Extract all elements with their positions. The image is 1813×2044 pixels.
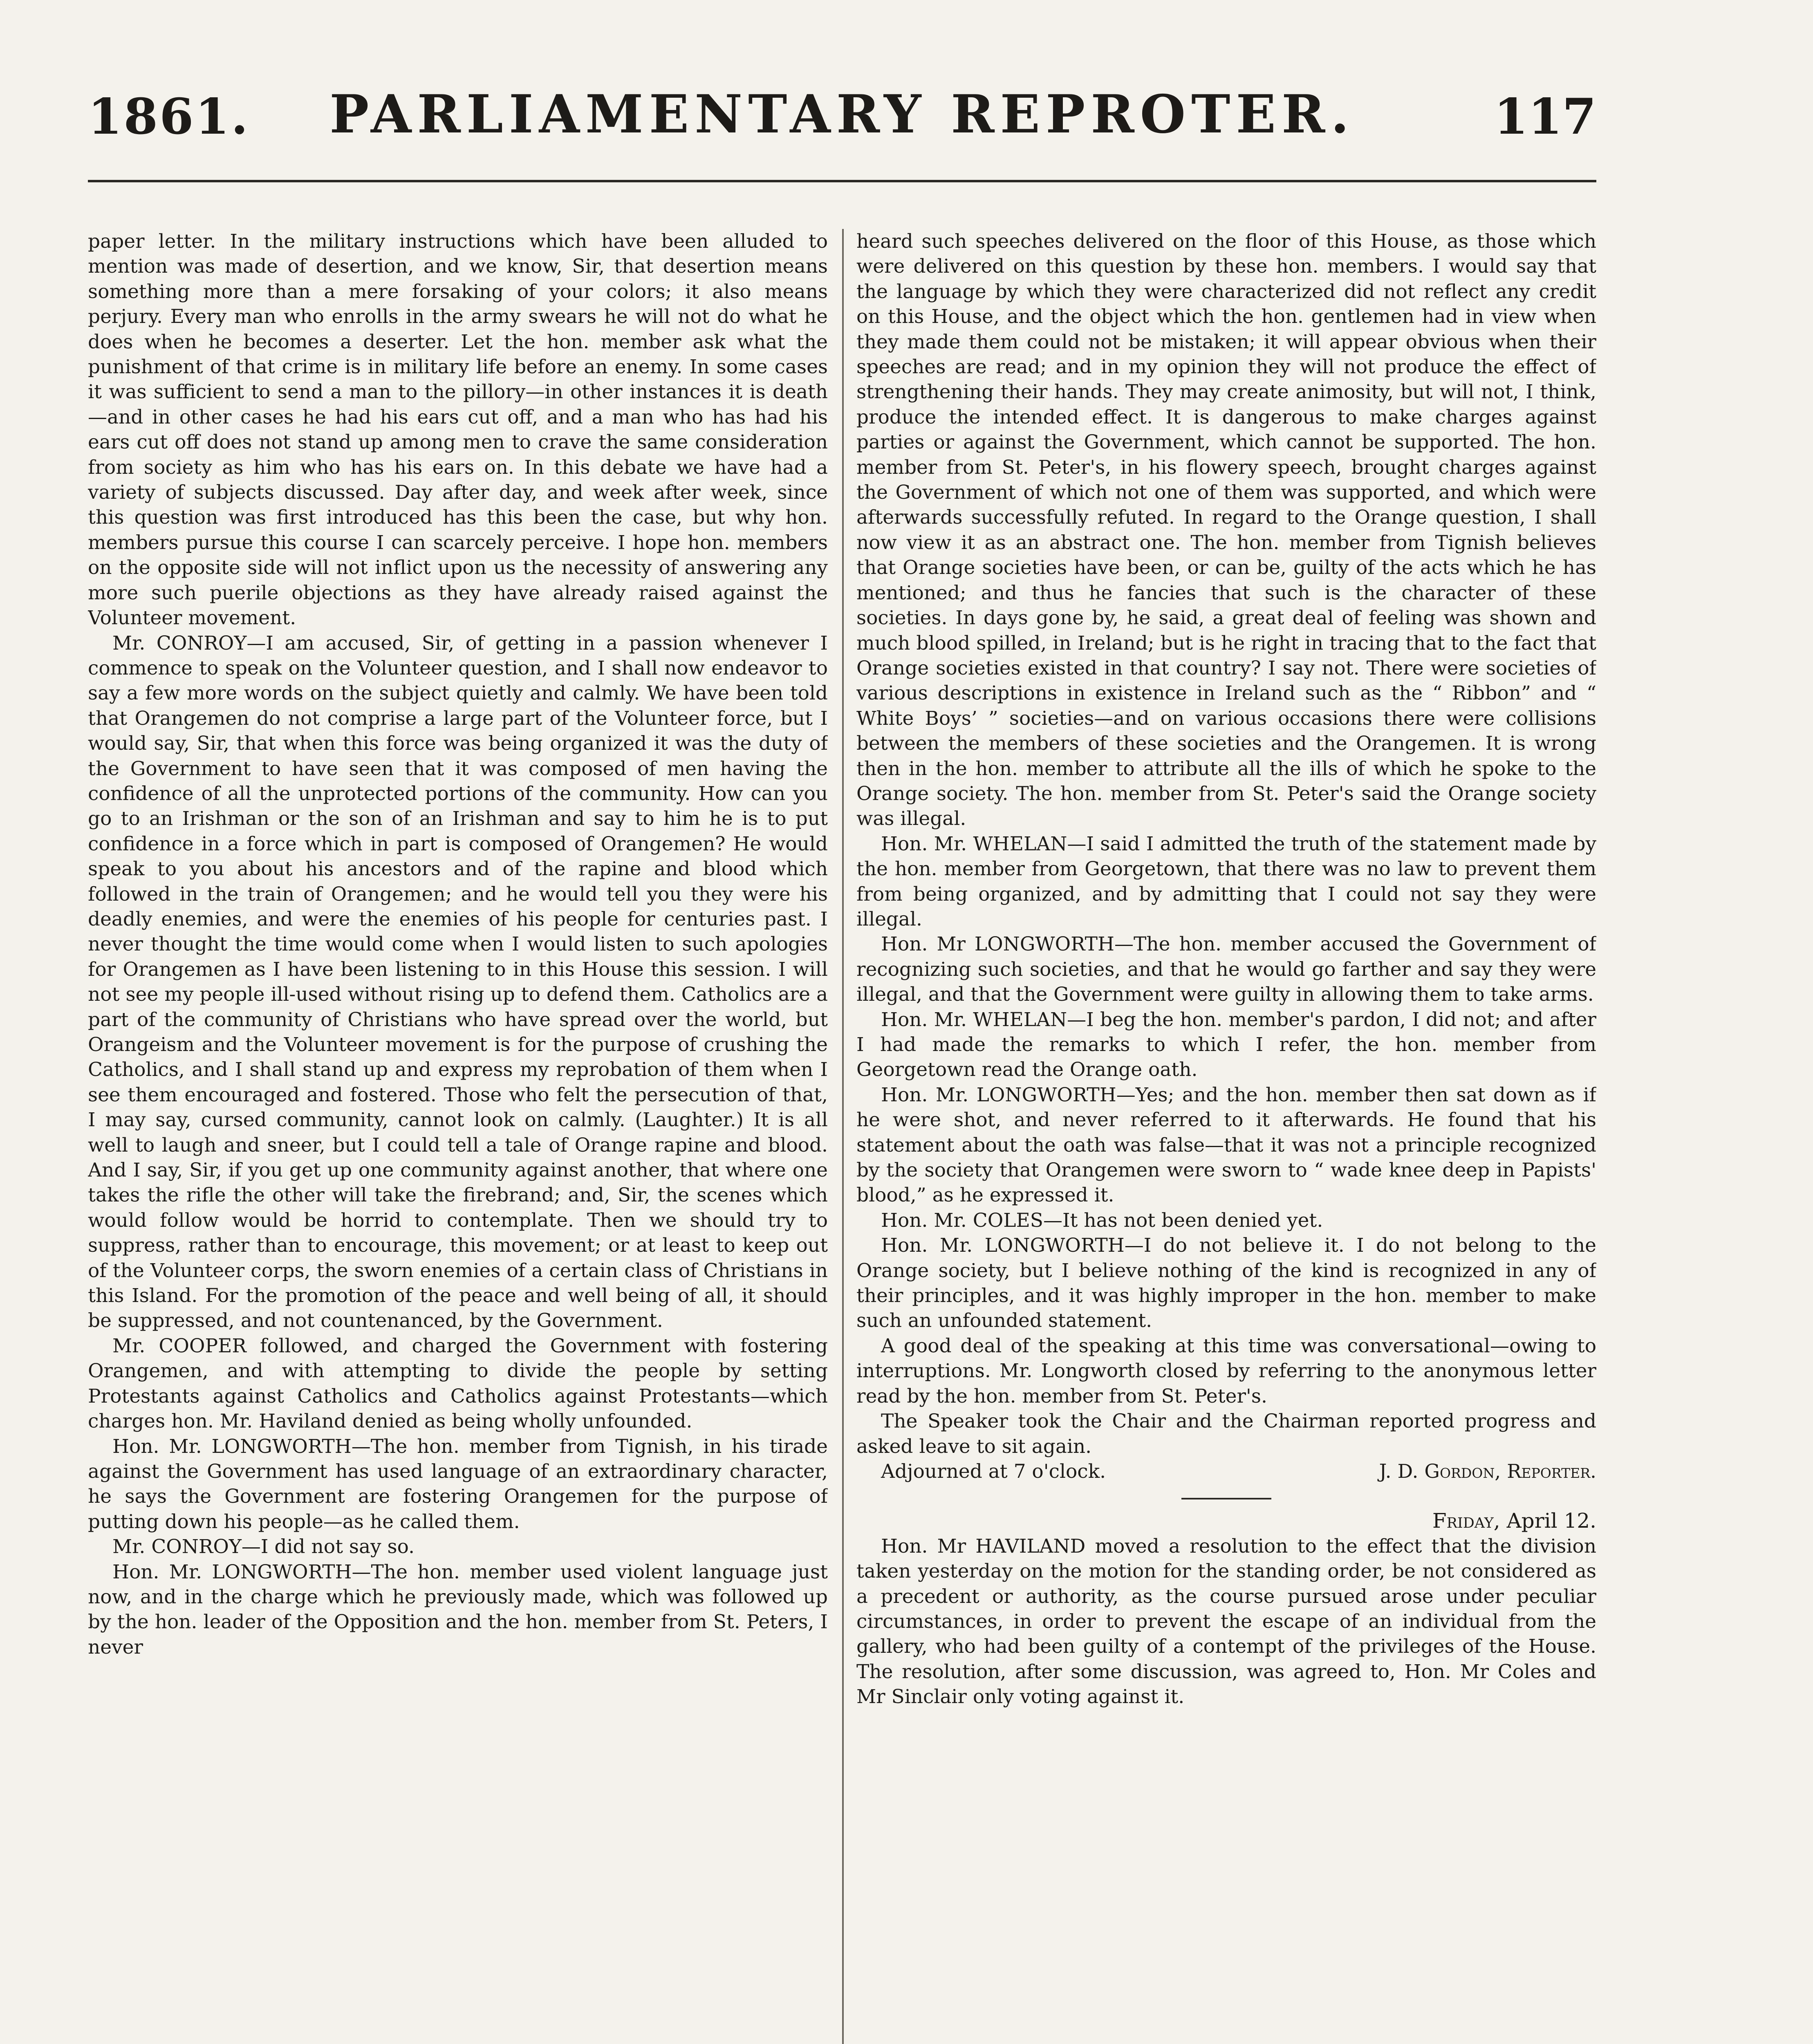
- paragraph: Hon. Mr. WHELAN—I beg the hon. member's pardon, I did not; and after I had made the remarks to which I refer, the hon. member from Georgetown read the Orange oath.: [856, 1008, 1596, 1081]
- right-column: [856, 229, 1596, 2044]
- page-header: [88, 80, 1596, 145]
- adjourned-line: [856, 1459, 1596, 1484]
- paragraph: Mr. CONROY—I am accused, Sir, of getting in a passion whenever I commence to speak on the Volunteer question, and I shall now endeavor to say a few more words on the subject quietly and calmly. We have been told that Orangemen do not comprise a large part of the Volunteer force, but I would say, Sir, that when this force was being organized it was the duty of the Government to have seen that it was composed of men having the confidence of all the unprotected portions of the community. How can you go to an Irishman or the son of an Irishman and say to him he is to put confidence in a force which in part is composed of Orangemen? He would speak to you about his ancestors and of the rapine and blood which followed in the train of Orangemen; and he would tell you they were his deadly enemies, and were the enemies of his people for centuries past. I never thought the time would come when I would listen to such apologies for Orangemen as I have been listening to in this House this session. I will not see my people ill-used without rising up to defend them. Catholics are a part of the community of Christians who have spread over the world, but Orangeism and the Volunteer movement is for the purpose of crushing the Catholics, and I shall stand up and express my reprobation of them when I see them encouraged and fostered. Those who felt the persecution of that, I may say, cursed community, cannot look on calmly. (Laughter.) It is all well to laugh and sneer, but I could tell a tale of Orange rapine and blood. And I say, Sir, if you get up one community against another, that where one takes the rifle the other will take the firebrand; and, Sir, the scenes which would follow would be horrid to contemplate. Then we should try to suppress, rather than to encourage, this movement; or at least to keep out of the Volunteer corps, the sworn enemies of a certain class of Christians in this Island. For the promotion of the peace and well being of all, it should be suppressed, and not countenanced, by the Government.: [88, 632, 828, 1332]
- paragraph: Mr. CONROY—I did not say so.: [112, 1535, 415, 1558]
- paragraph: Hon. Mr LONGWORTH—The hon. member accused the Government of recognizing such societies, and that he would go farther and say they were illegal, and that the Government were guilty in allowing them to take arms.: [856, 933, 1596, 1006]
- paragraph: Hon. Mr. LONGWORTH—The hon. member used violent language just now, and in the charge which he previously made, which was followed up by the hon. leader of the Opposition and the hon. member from St. Peters, I never: [88, 1560, 828, 1659]
- adjourned-text: Adjourned at 7 o'clock.: [881, 1460, 1106, 1483]
- paragraph: Hon. Mr. LONGWORTH—Yes; and the hon. member then sat down as if he were shot, and never referred to it afterwards. He found that his statement about the oath was false—that it was not a principle recognized by the society that Orangemen were sworn to “ wade knee deep in Papists' blood,” as he expressed it.: [856, 1083, 1596, 1207]
- paragraph: Hon. Mr. COLES—It has not been denied yet.: [881, 1209, 1323, 1232]
- left-column: [88, 229, 828, 2044]
- paragraph: Hon. Mr. LONGWORTH—I do not believe it. I do not belong to the Orange society, but I believe nothing of the kind is recognized in any of their principles, and it was highly improper in the hon. member to make such an unfounded statement.: [856, 1234, 1596, 1332]
- paragraph: A good deal of the speaking at this time was conversational—owing to interruptions. Mr. Longworth closed by referring to the anonymous letter read by the hon. member from St. Peter's.: [856, 1334, 1596, 1407]
- paragraph: Mr. COOPER followed, and charged the Government with fostering Orangemen, and with attempting to divide the people by setting Protestants against Catholics and Catholics against Protestants—which charges hon. Mr. Haviland denied as being wholly unfounded.: [88, 1334, 828, 1433]
- column-divider: [842, 229, 844, 2044]
- reporter-signature: J. D. Gordon, Reporter.: [1379, 1460, 1596, 1483]
- paragraph: paper letter. In the military instructions which have been alluded to mention was made of desertion, and we know, Sir, that desertion means something more than a mere forsaking of your colors; it also means perjury. Every man who enrolls in the army swears he will not do what he does when he becomes a deserter. Let the hon. member ask what the punishment of that crime is in military life before an enemy. In some cases it was sufficient to send a man to the pillory—in other instances it is death—and in other cases he had his ears cut off, and a man who has had his ears cut off does not stand up among men to crave the same consideration from society as him who has his ears on. In this debate we have had a variety of subjects discussed. Day after day, and week after week, since this question was first introduced has this been the case, but why hon. members pursue this course I can scarcely perceive. I hope hon. members on the opposite side will not inflict upon us the necessity of answering any more such puerile objections as they have already raised against the Volunteer movement.: [88, 230, 828, 630]
- paragraph: Hon. Mr. LONGWORTH—The hon. member from Tignish, in his tirade against the Government has used language of an extraordinary character, he says the Government are fostering Orangemen for the purpose of putting down his people—as he called them.: [88, 1435, 828, 1533]
- header-title: PARLIAMENTARY REPROTER.: [329, 84, 1355, 145]
- dateline: [856, 1508, 1596, 1533]
- paragraph: The Speaker took the Chair and the Chairman reported progress and asked leave to sit again.: [856, 1410, 1596, 1458]
- paragraph: Hon. Mr. WHELAN—I said I admitted the truth of the statement made by the hon. member from Georgetown, that there was no law to prevent them from being organized, and by admitting that I could not say they were illegal.: [856, 832, 1596, 930]
- header-page-number: 117: [1494, 88, 1596, 146]
- paragraph: Hon. Mr HAVILAND moved a resolution to the effect that the division taken yesterday on the motion for the standing order, be not considered as a precedent or authority, as the course pursued arose under peculiar circumstances, in order to prevent the escape of an individual from the gallery, who had been guilty of a contempt of the privileges of the House. The resolution, after some discussion, was agreed to, Hon. Mr Coles and Mr Sinclair only voting against it.: [856, 1535, 1596, 1708]
- dateline-date: April 12.: [1506, 1509, 1596, 1533]
- dateline-day: Friday,: [1432, 1509, 1500, 1533]
- header-year: 1861.: [88, 88, 250, 146]
- header-rule: [88, 180, 1596, 182]
- section-separator: [1181, 1498, 1271, 1499]
- paragraph: heard such speeches delivered on the floor of this House, as those which were delivered on this question by these hon. members. I would say that the language by which they were characterized did not reflect any credit on this House, and the object which the hon. gentlemen had in view when they made them could not be mistaken; it will appear obvious when their speeches are read; and in my opinion they will not produce the effect of strengthening their hands. They may create animosity, but will not, I think, produce the intended effect. It is dangerous to make charges against parties or against the Government, which cannot be supported. The hon. member from St. Peter's, in his flowery speech, brought charges against the Government of which not one of them was supported, and which were afterwards successfully refuted. In regard to the Orange question, I shall now view it as an abstract one. The hon. member from Tignish believes that Orange societies have been, or can be, guilty of the acts which he has mentioned; and thus he fancies that such is the character of these societies. In days gone by, he said, a great deal of feeling was shown and much blood spilled, in Ireland; but is he right in tracing that to the fact that Orange societies existed in that country? I say not. There were societies of various descriptions in existence in Ireland such as the “ Ribbon” and “ White Boys’ ” societies—and on various occasions there were collisions between the members of these societies and the Orangemen. It is wrong then in the hon. member to attribute all the ills of which he spoke to the Orange society. The hon. member from St. Peter's said the Orange society was illegal.: [856, 230, 1596, 830]
